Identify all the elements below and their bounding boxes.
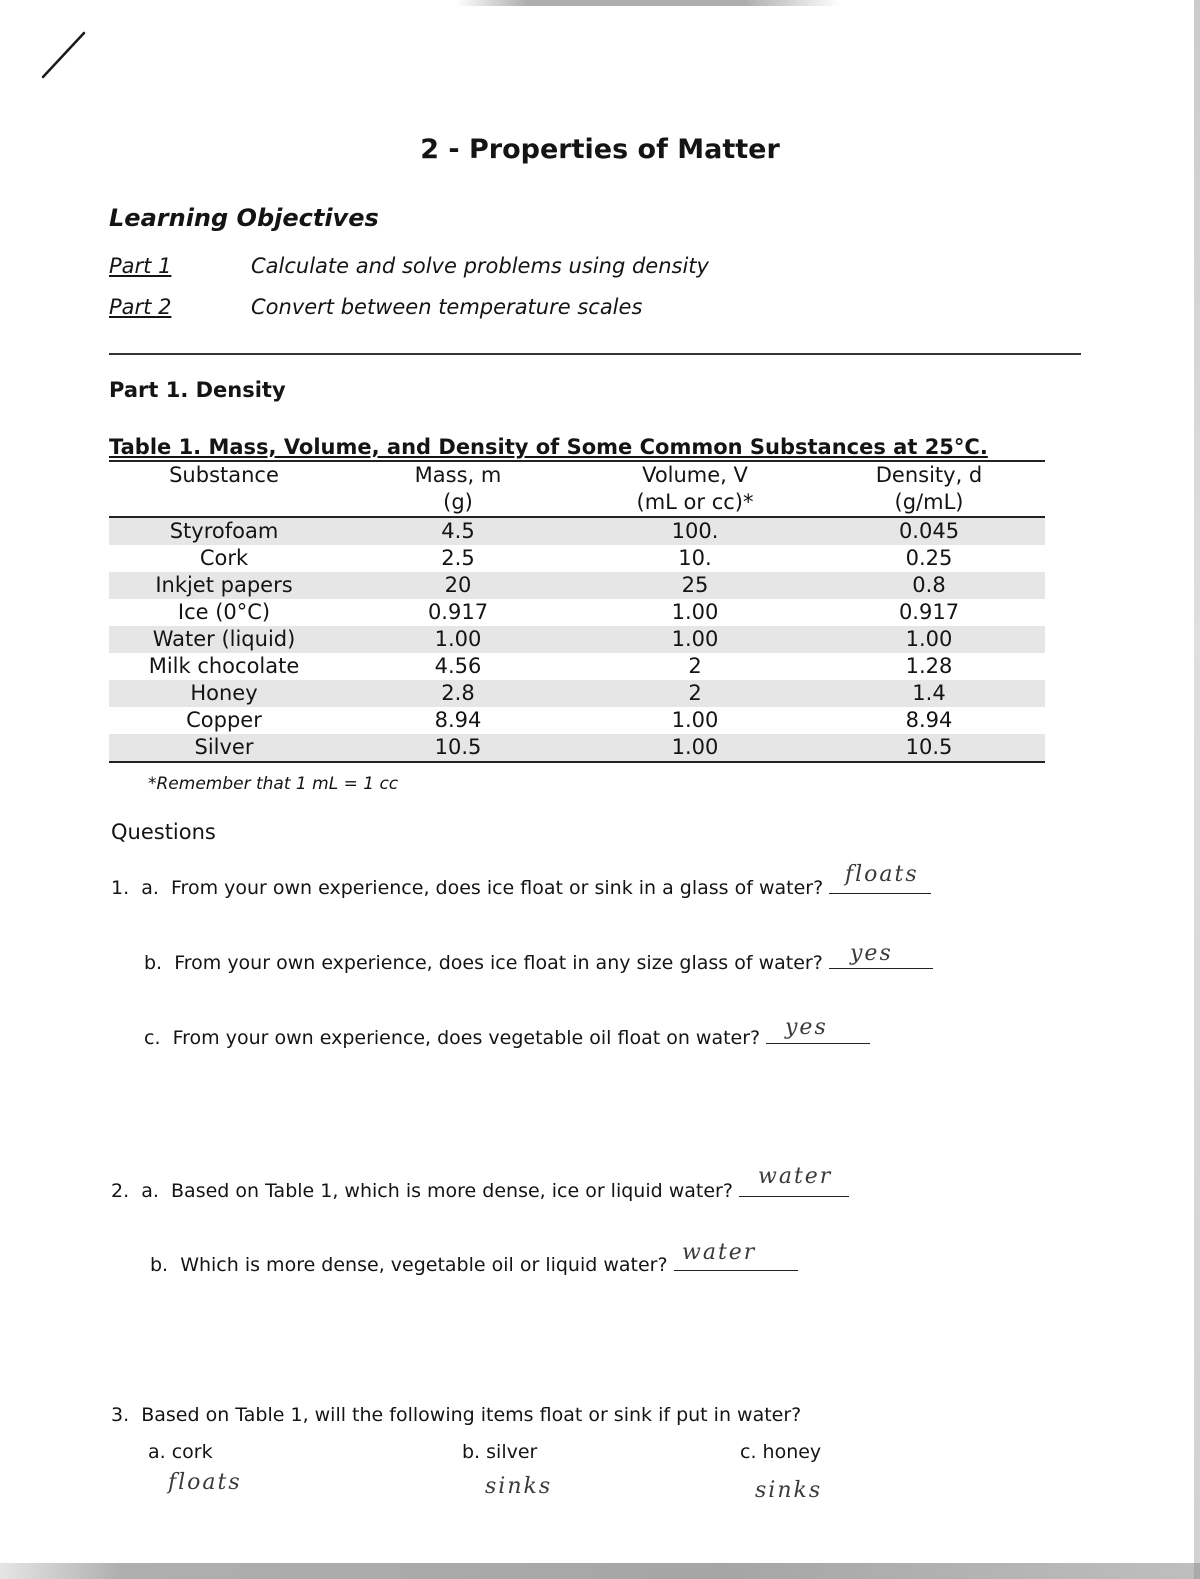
cell-substance: Inkjet papers	[109, 572, 339, 599]
question-3-number: 3.	[111, 1404, 130, 1426]
questions-heading: Questions	[111, 820, 216, 844]
question-3a-label: a. cork	[148, 1441, 213, 1463]
scan-edge-bottom	[0, 1563, 1200, 1579]
question-1b	[144, 950, 933, 974]
cell-density: 0.8	[813, 572, 1045, 599]
cell-density: 1.00	[813, 626, 1045, 653]
header-substance-unit	[109, 489, 339, 517]
question-3-text: Based on Table 1, will the following items float or sink if put in water?	[141, 1404, 802, 1426]
question-2b-label: b.	[150, 1254, 169, 1276]
header-volume-unit: (mL or cc)*	[636, 490, 754, 514]
table-row	[109, 626, 1045, 653]
question-2a	[111, 1178, 849, 1202]
objective-part-2-text: Convert between temperature scales	[251, 295, 643, 319]
table-row	[109, 572, 1045, 599]
cell-density: 0.917	[898, 600, 960, 624]
cell-mass: 2.5	[441, 546, 475, 570]
table-row	[109, 680, 1045, 707]
header-volume: Volume, V	[642, 463, 748, 487]
question-1c-label: c.	[144, 1027, 161, 1049]
answer-2a-handwritten: water	[758, 1164, 833, 1189]
question-2b-text: Which is more dense, vegetable oil or liquid water?	[180, 1254, 668, 1276]
header-density-unit: (g/mL)	[894, 490, 964, 514]
answer-2b-handwritten: water	[682, 1240, 757, 1265]
question-1b-text: From your own experience, does ice float in any size glass of water?	[174, 952, 823, 974]
table-row	[109, 734, 1045, 762]
question-2a-text: Based on Table 1, which is more dense, ice or liquid water?	[171, 1180, 733, 1202]
cell-volume: 2	[688, 654, 702, 678]
table-row	[109, 545, 1045, 572]
density-table	[109, 460, 1045, 763]
cell-substance: Milk chocolate	[148, 654, 300, 678]
objective-part-2-label: Part 2	[109, 295, 172, 319]
cell-volume: 1.00	[671, 708, 719, 732]
cell-substance: Cork	[199, 546, 249, 570]
cell-volume: 1.00	[671, 600, 719, 624]
cell-volume: 1.00	[577, 626, 813, 653]
answer-3a-handwritten: floats	[168, 1470, 242, 1495]
table-header-units-row	[109, 489, 1045, 517]
cell-density: 0.25	[905, 546, 953, 570]
answer-1a-handwritten: floats	[845, 862, 919, 887]
scan-edge-right	[1194, 0, 1200, 1579]
cell-mass: 4.56	[434, 654, 482, 678]
cell-substance: Ice (0°C)	[177, 600, 271, 624]
page-title-block	[0, 134, 1200, 165]
question-1c	[144, 1025, 870, 1049]
cell-mass: 20	[339, 572, 577, 599]
section-title: Part 1. Density	[109, 378, 286, 402]
cell-mass: 0.917	[427, 600, 489, 624]
learning-objectives-heading: Learning Objectives	[109, 204, 379, 232]
table-footnote: *Remember that 1 mL = 1 cc	[148, 774, 399, 794]
question-1-number: 1.	[111, 877, 130, 899]
pen-stroke-mark	[40, 30, 90, 82]
question-2a-label: a.	[141, 1180, 159, 1202]
table-row	[109, 599, 1045, 626]
header-density: Density, d	[875, 463, 983, 487]
answer-1c-handwritten: yes	[785, 1015, 828, 1040]
cell-density: 1.28	[905, 654, 953, 678]
question-1c-text: From your own experience, does vegetable oil float on water?	[172, 1027, 761, 1049]
question-3	[111, 1404, 801, 1426]
cell-volume: 1.00	[577, 734, 813, 762]
cell-volume: 2	[577, 680, 813, 707]
cell-volume: 25	[577, 572, 813, 599]
cell-mass: 4.5	[339, 517, 577, 545]
cell-density: 1.4	[813, 680, 1045, 707]
cell-substance: Honey	[109, 680, 339, 707]
table-row	[109, 707, 1045, 734]
section-divider	[109, 353, 1081, 355]
page-title: 2 - Properties of Matter	[420, 134, 780, 165]
objective-part-1-text: Calculate and solve problems using density	[251, 254, 709, 278]
answer-1b-handwritten: yes	[850, 941, 893, 966]
cell-substance: Styrofoam	[109, 517, 339, 545]
cell-mass: 2.8	[339, 680, 577, 707]
cell-mass: 1.00	[339, 626, 577, 653]
answer-3c-handwritten: sinks	[755, 1478, 823, 1503]
table-header-row	[109, 461, 1045, 489]
question-1b-label: b.	[144, 952, 163, 974]
objective-part-1-label: Part 1	[109, 254, 172, 278]
cell-substance: Copper	[186, 708, 262, 732]
question-2-number: 2.	[111, 1180, 130, 1202]
cell-mass: 8.94	[434, 708, 482, 732]
question-1a-label: a.	[141, 877, 159, 899]
question-1a-text: From your own experience, does ice float or sink in a glass of water?	[171, 877, 824, 899]
cell-substance: Silver	[109, 734, 339, 762]
cell-density: 10.5	[813, 734, 1045, 762]
cell-mass: 10.5	[339, 734, 577, 762]
answer-3b-handwritten: sinks	[485, 1474, 553, 1499]
question-3c-label: c. honey	[740, 1441, 822, 1463]
cell-density: 8.94	[905, 708, 953, 732]
header-mass-unit: (g)	[443, 490, 473, 514]
header-mass: Mass, m	[414, 463, 502, 487]
table-row	[109, 517, 1045, 545]
cell-density: 0.045	[813, 517, 1045, 545]
scan-edge-top	[0, 0, 1200, 6]
table-row	[109, 653, 1045, 680]
table-caption: Table 1. Mass, Volume, and Density of Some Common Substances at 25°C.	[109, 435, 988, 459]
cell-volume: 10.	[678, 546, 712, 570]
question-1a	[111, 875, 931, 899]
cell-volume: 100.	[577, 517, 813, 545]
header-substance: Substance	[169, 463, 279, 487]
cell-substance: Water (liquid)	[109, 626, 339, 653]
question-3b-label: b. silver	[462, 1441, 538, 1463]
